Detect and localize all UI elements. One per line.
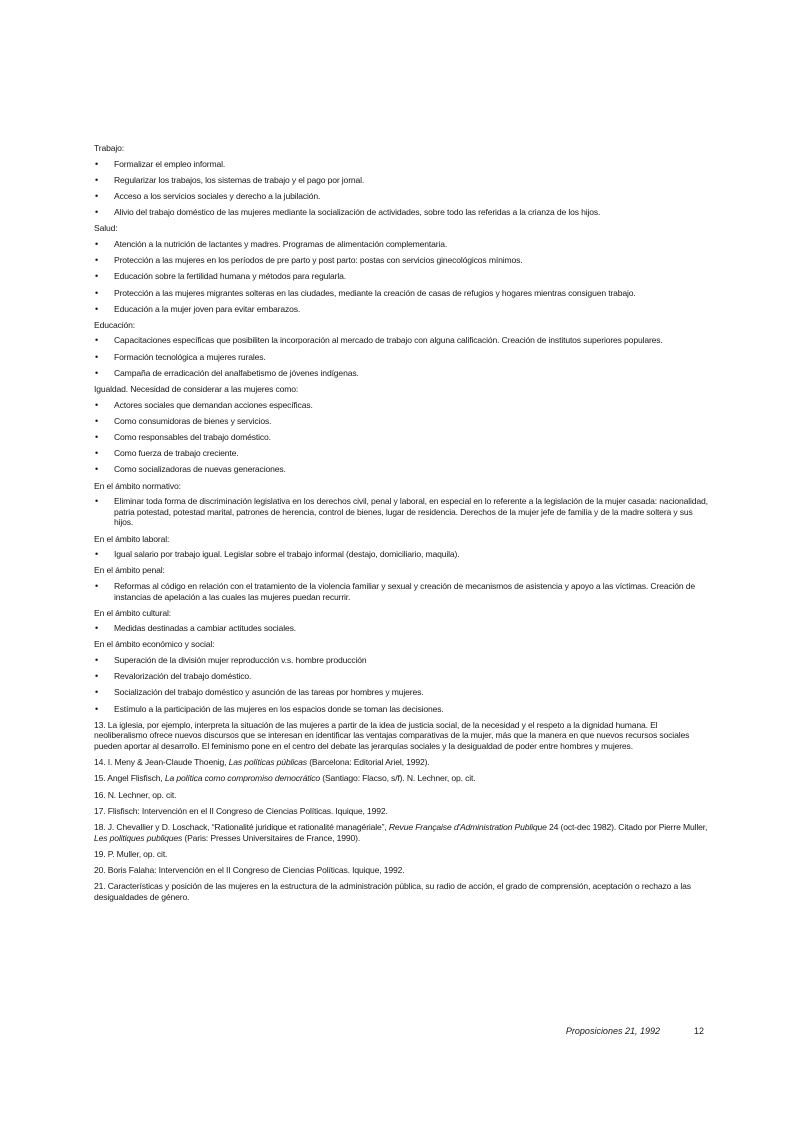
section-heading: En el ámbito penal:	[94, 565, 165, 576]
bullet-item: • Eliminar toda forma de discriminación legislativa en los derechos civil, penal y laboral, en especial en lo referente a la legislación de la mujer casada: nacionalidad, patria potestad, potestad marital, patrones de herencia, control de bienes, lugar de residencia. Derechos de la mujer jefe de familia y de la madre soltera y sus hijos.	[94, 496, 708, 528]
document-body	[94, 143, 708, 908]
bullet-item: • Protección a las mujeres en los períodos de pre parto y post parto: postas con servicios ginecológicos mínimos.	[94, 255, 708, 266]
bullet-item: • Educación a la mujer joven para evitar embarazos.	[94, 304, 708, 315]
bullet-item: • Como fuerza de trabajo creciente.	[94, 448, 708, 459]
footnote-text: 15. Angel Flisfisch,	[94, 773, 165, 784]
bullet-item: • Formación tecnológica a mujeres rurales.	[94, 352, 708, 363]
section-heading: En el ámbito laboral:	[94, 533, 170, 544]
section-heading: En el ámbito normativo:	[94, 480, 181, 491]
section-heading: Igualdad. Necesidad de considerar a las mujeres como:	[94, 384, 299, 395]
footnote-text: 21. Características y posición de las mujeres en la estructura de la administración pública, su radio de acción, el grado de comprensión, aceptación o rechazo a las desigualdades de género.	[94, 881, 691, 902]
section-heading: Educación:	[94, 319, 136, 330]
journal-citation: Proposiciones 21, 1992	[565, 1026, 660, 1036]
bullet-item: • Medidas destinadas a cambiar actitudes sociales.	[94, 623, 708, 634]
footnote	[94, 865, 708, 876]
footnote	[94, 790, 708, 801]
bullet-list	[94, 400, 708, 475]
footnote-text: 19. P. Muller, op. cit.	[94, 848, 168, 859]
section-heading: En el ámbito cultural:	[94, 607, 171, 618]
footnote	[94, 849, 708, 860]
bullet-list	[94, 581, 708, 602]
footnote-title: Les politiques publiques	[94, 832, 183, 843]
bullet-item: • Como consumidoras de bienes y servicios.	[94, 416, 708, 427]
bullet-list	[94, 159, 708, 218]
footnote-text: (Paris: Presses Universitaires de France, 1990).	[182, 832, 361, 843]
bullet-item: • Superación de la división mujer reproducción v.s. hombre producción	[94, 655, 708, 666]
bullet-list	[94, 655, 708, 714]
footnote	[94, 773, 708, 784]
bullet-item: • Alivio del trabajo doméstico de las mujeres mediante la socialización de actividades, sobre todo las referidas a la crianza de los hijos.	[94, 207, 708, 218]
footnote-text: 17. Flisfisch: Intervención en el II Congreso de Ciencias Políticas. Iquique, 1992.	[94, 805, 388, 816]
bullet-item: • Actores sociales que demandan acciones específicas.	[94, 400, 708, 411]
footnote-text: 24 (oct-dec 1982). Citado por Pierre Muller,	[546, 821, 708, 832]
footnote-text: (Barcelona: Editorial Ariel, 1992).	[306, 757, 430, 768]
footnote	[94, 881, 708, 902]
footnote	[94, 757, 708, 768]
bullet-item: • Acceso a los servicios sociales y derecho a la jubilación.	[94, 191, 708, 202]
section-heading: Trabajo:	[94, 143, 125, 153]
footnote	[94, 806, 708, 817]
bullet-item: • Capacitaciones específicas que posibiliten la incorporación al mercado de trabajo con alguna calificación. Creación de institutos superiores populares.	[94, 335, 708, 346]
footnote	[94, 720, 708, 752]
bullet-item: • Campaña de erradicación del analfabetismo de jóvenes indígenas.	[94, 368, 708, 379]
footnote-text: 18. J. Chevallier y D. Loschack, “Rationalité juridique et rationalité managériale”,	[94, 821, 389, 832]
footnote-title: La política como compromiso democrático	[164, 773, 321, 784]
bullet-list	[94, 496, 708, 528]
bullet-item: • Formalizar el empleo informal.	[94, 159, 708, 170]
bullet-item: • Como socializadoras de nuevas generaciones.	[94, 464, 708, 475]
bullet-item: • Igual salario por trabajo igual. Legislar sobre el trabajo informal (destajo, domiciliario, maquila).	[94, 549, 708, 560]
footnote-text: 14. I. Meny & Jean-Claude Thoenig,	[94, 757, 229, 768]
footnote-title: Las políticas públicas	[228, 757, 307, 768]
bullet-item: • Como responsables del trabajo doméstico.	[94, 432, 708, 443]
bullet-item: • Protección a las mujeres migrantes solteras en las ciudades, mediante la creación de casas de refugios y hogares mientras consiguen trabajo.	[94, 288, 708, 299]
bullet-list	[94, 549, 708, 560]
section-heading: En el ámbito económico y social:	[94, 639, 215, 650]
footnote-text: 16. N. Lechner, op. cit.	[94, 789, 177, 800]
page-footer	[94, 1026, 708, 1038]
bullet-item: • Socialización del trabajo doméstico y asunción de las tareas por hombres y mujeres.	[94, 687, 708, 698]
bullet-item: • Educación sobre la fertilidad humana y métodos para regularla.	[94, 271, 708, 282]
footnotes	[94, 720, 708, 902]
bullet-list	[94, 623, 708, 634]
page-number: 12	[693, 1026, 704, 1036]
bullet-item: • Reformas al código en relación con el tratamiento de la violencia familiar y sexual y creación de mecanismos de asistencia y apoyo a las víctimas. Creación de instancias de apelación a las cuales las mujeres puedan recurrir.	[94, 581, 708, 602]
footnote	[94, 822, 708, 843]
bullet-item: • Estímulo a la participación de las mujeres en los espacios donde se toman las decisiones.	[94, 704, 708, 715]
footnote-title: Revue Française d'Administration Publique	[388, 821, 547, 832]
bullet-list	[94, 335, 708, 378]
footnote-text: 13. La iglesia, por ejemplo, interpreta la situación de las mujeres a partir de la idea de justicia social, de la necesidad y el respeto a la dignidad humana. El neoliberalismo ofrece nuevos discursos que se interesan en identificar las ventajas comparativas de la mujer, más que la manera en que nuevos recursos sociales pueden aportar al desarrollo. El feminismo pone en el centro del debate las jerarquías sociales y la desigualdad de poder entre hombres y mujeres.	[94, 719, 690, 751]
bullet-item: • Atención a la nutrición de lactantes y madres. Programas de alimentación complementaria.	[94, 239, 708, 250]
policy-sections	[94, 143, 708, 714]
bullet-item: • Regularizar los trabajos, los sistemas de trabajo y el pago por jornal.	[94, 175, 708, 186]
bullet-item: • Revalorización del trabajo doméstico.	[94, 671, 708, 682]
bullet-list	[94, 239, 708, 314]
footnote-text: (Santiago: Flacso, s/f). N. Lechner, op. cit.	[320, 773, 476, 784]
footnote-text: 20. Boris Falaha: Intervención en el II Congreso de Ciencias Políticas. Iquique, 1992.	[94, 864, 405, 875]
section-heading: Salud:	[94, 223, 118, 234]
